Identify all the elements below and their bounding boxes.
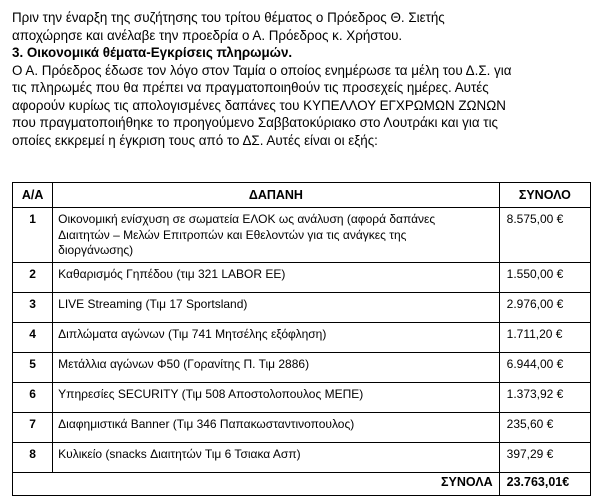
document-body — [12, 9, 590, 149]
table-row — [13, 383, 591, 413]
table-row — [13, 208, 591, 263]
table-row — [13, 443, 591, 473]
expenses-table — [12, 182, 591, 496]
row-num: 6 — [13, 383, 53, 413]
body-line-3: αφορούν κυρίως τις απολογισμένες δαπάνες του ΚΥΠΕΛΛΟΥ ΕΓΧΡΩΜΩΝ ΖΩΝΩΝ — [12, 97, 506, 113]
row-amount: 1.373,92 € — [499, 383, 590, 413]
table-total-row — [13, 473, 591, 496]
row-description: Υπηρεσίες SECURITY (Τιμ 508 Αποστολοπουλος ΜΕΠΕ) — [53, 383, 499, 413]
table-row — [13, 413, 591, 443]
body-line-5: οποίες εκκρεμεί η έγκριση τους από το ΔΣ. Αυτές είναι οι εξής: — [12, 132, 378, 148]
intro-line-1: Πριν την έναρξη της συζήτησης του τρίτου θέματος ο Πρόεδρος Θ. Σιετής — [12, 10, 445, 25]
body-line-1: Ο Α. Πρόεδρος έδωσε τον λόγο στον Ταμία ο οποίος ενημέρωσε τα μέλη του Δ.Σ. για — [12, 62, 512, 78]
header-description: ΔΑΠΑΝΗ — [53, 183, 499, 208]
row-description — [53, 208, 499, 263]
row-num: 1 — [13, 208, 53, 263]
row-num: 5 — [13, 353, 53, 383]
row-description: Διπλώματα αγώνων (Τιμ 741 Μητσέλης εξόφληση) — [53, 323, 499, 353]
row-num: 4 — [13, 323, 53, 353]
row-num: 8 — [13, 443, 53, 473]
row-num: 3 — [13, 293, 53, 323]
table-row — [13, 263, 591, 293]
body-line-2: τις πληρωμές που θα πρέπει να πραγματοποιηθούν τις προσεχείς ημέρες. Αυτές — [12, 80, 489, 95]
row-amount: 8.575,00 € — [499, 208, 590, 263]
table-row — [13, 323, 591, 353]
table-row — [13, 293, 591, 323]
row-description: Μετάλλια αγώνων Φ50 (Γορανίτης Π. Τιμ 2886) — [53, 353, 499, 383]
row-amount: 1.550,00 € — [499, 263, 590, 293]
total-amount: 23.763,01€ — [499, 473, 590, 496]
row-description: Καθαρισμός Γηπέδου (τιμ 321 LABOR ΕΕ) — [53, 263, 499, 293]
intro-line-2: αποχώρησε και ανέλαβε την προεδρία ο Α. Πρόεδρος κ. Χρήστου. — [12, 27, 403, 43]
row-description: LIVE Streaming (Τιμ 17 Sportsland) — [53, 293, 499, 323]
row-amount: 2.976,00 € — [499, 293, 590, 323]
row-num: 7 — [13, 413, 53, 443]
row-description-line: Οικονομική ενίσχυση σε σωματεία ΕΛΟΚ ως ανάλυση (αφορά δαπάνες — [58, 212, 436, 226]
total-label: ΣΥΝΟΛΑ — [13, 473, 500, 496]
row-amount: 397,29 € — [499, 443, 590, 473]
row-amount: 1.711,20 € — [499, 323, 590, 353]
section-heading: 3. Οικονομικά θέματα-Εγκρίσεις πληρωμών. — [12, 45, 293, 60]
row-description-line: Διαιτητών – Μελών Επιτροπών και Εθελοντών για τις ανάγκες της — [58, 227, 407, 242]
body-line-4: που πραγματοποιήθηκε το προηγούμενο Σαββατοκύριακο στο Λουτράκι και για τις — [12, 115, 499, 130]
row-amount: 6.944,00 € — [499, 353, 590, 383]
row-amount: 235,60 € — [499, 413, 590, 443]
row-description-line: διοργάνωσης) — [58, 243, 134, 257]
row-description: Κυλικείο (snacks Διαιτητών Τιμ 6 Τσιακα Ασπ) — [53, 443, 499, 473]
row-description: Διαφημιστικά Banner (Τιμ 346 Παπακωσταντινοπουλος) — [53, 413, 499, 443]
header-num: Α/Α — [13, 183, 53, 208]
row-num: 2 — [13, 263, 53, 293]
table-header-row — [13, 183, 591, 208]
header-amount: ΣΥΝΟΛΟ — [499, 183, 590, 208]
table-row — [13, 353, 591, 383]
